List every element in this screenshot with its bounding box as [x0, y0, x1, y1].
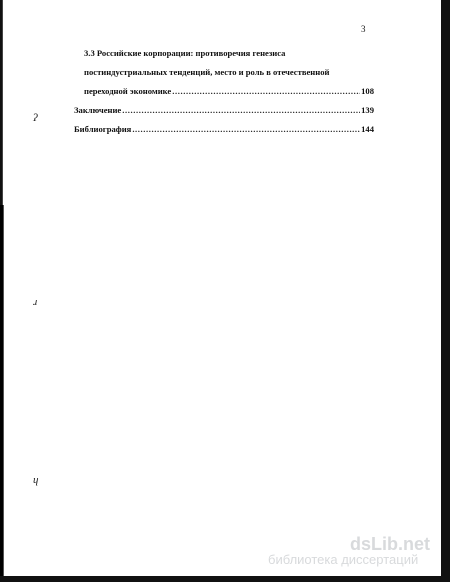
toc-bibliography-page: 144 — [361, 124, 374, 134]
page-number: 3 — [361, 24, 366, 34]
watermark-subtitle: библиотека диссертаций — [268, 552, 419, 567]
toc-entry-3-3-label: переходной экономике — [84, 86, 172, 96]
toc-entry-conclusion — [74, 101, 374, 120]
scan-edge-left-lower — [0, 205, 14, 582]
watermark — [268, 534, 444, 574]
watermark-logo: dsLib.net — [350, 534, 430, 554]
table-of-contents — [74, 44, 374, 139]
toc-leader-dots — [172, 82, 360, 101]
toc-conclusion-page: 139 — [361, 105, 374, 115]
toc-leader-dots — [122, 101, 360, 120]
toc-leader-dots — [132, 120, 360, 139]
toc-entry-3-3-line1: 3.3 Российские корпорации: противоречия генезиса — [84, 48, 286, 58]
toc-conclusion-label: Заключение — [74, 105, 122, 115]
toc-bibliography-label: Библиография — [74, 124, 132, 134]
toc-entry-3-3-line3 — [74, 82, 374, 101]
margin-mark: ʔ — [33, 112, 38, 124]
scan-edge-right — [438, 0, 450, 582]
toc-entry-3-3-line2: постиндустриальных тенденций, место и роль в отечественной — [84, 67, 330, 77]
toc-entry-3-3-page: 108 — [361, 86, 374, 96]
margin-mark: ɥ — [33, 474, 39, 486]
toc-entry-bibliography — [74, 120, 374, 139]
margin-mark: ɹ — [33, 296, 38, 308]
